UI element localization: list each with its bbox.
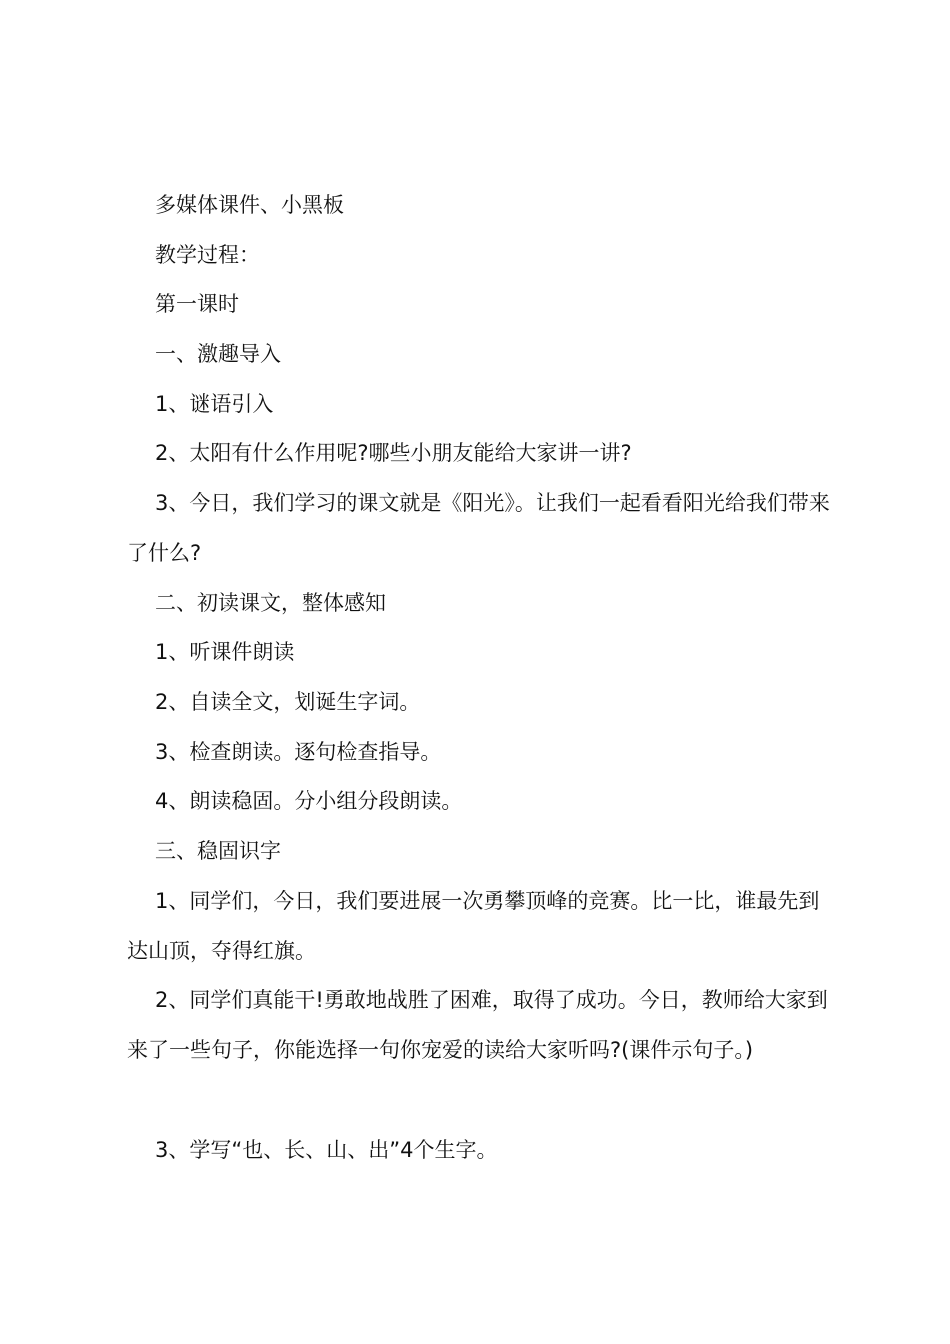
- list-item: 3、检查朗读。逐句检查指导。: [155, 740, 442, 764]
- list-item: 2、自读全文，划诞生字词。: [155, 690, 421, 714]
- paragraph-lesson-one: 第一课时: [155, 292, 239, 316]
- list-item: 1、同学们，今日，我们要进展一次勇攀顶峰的竞赛。比一比，谁最先到达山顶，夺得红旗。: [127, 889, 820, 963]
- list-item: 1、谜语引入: [155, 392, 274, 416]
- paragraph-process-heading: 教学过程：: [155, 243, 260, 267]
- list-item: 3、学写“也、长、山、出”4个生字。: [155, 1138, 498, 1162]
- section-heading-first-reading: 二、初读课文，整体感知: [155, 591, 386, 615]
- list-item: 4、朗读稳固。分小组分段朗读。: [155, 789, 463, 813]
- list-item: 2、太阳有什么作用呢?哪些小朋友能给大家讲一讲?: [155, 441, 632, 465]
- paragraph-materials: 多媒体课件、小黑板: [155, 193, 344, 217]
- list-item: 2、同学们真能干!勇敢地战胜了困难，取得了成功。今日，教师给大家到来了一些句子，你能选择一句你宠爱的读给大家听吗?(课件示句子。): [127, 988, 828, 1062]
- section-heading-intro: 一、激趣导入: [155, 342, 281, 366]
- list-item: 3、今日，我们学习的课文就是《阳光》。让我们一起看看阳光给我们带来了什么?: [127, 491, 830, 565]
- list-item: 1、听课件朗读: [155, 640, 295, 664]
- section-heading-literacy: 三、稳固识字: [155, 839, 281, 863]
